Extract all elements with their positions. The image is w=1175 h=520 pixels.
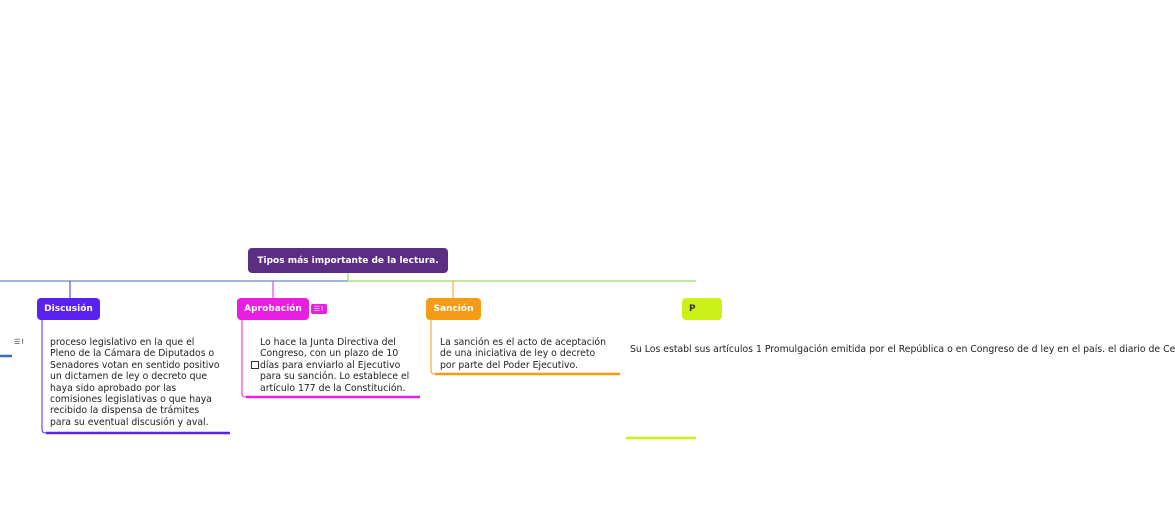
subtopic-promulgacion-text[interactable]: Su Los establ sus artículos 1 Promulgación emitida por el República o en Congreso de d ley en el país. el diario de Ce — [630, 344, 1175, 355]
central-topic[interactable]: Tipos más importante de la lectura. — [248, 248, 448, 273]
topic-aprobacion[interactable]: Aprobación — [237, 298, 309, 320]
notes-icon[interactable]: ☰! — [311, 304, 327, 314]
subtopic-sancion-text[interactable]: La sanción es el acto de aceptación de una iniciativa de ley o decreto por parte del Poder Ejecutivo. — [440, 337, 606, 371]
topic-sancion[interactable]: Sanción — [426, 298, 481, 320]
subtopic-aprobacion-text[interactable]: Lo hace la Junta Directiva del Congreso, con un plazo de 10 días para enviarlo al Ejecutivo para su sanción. Lo establece el artículo 177 de la Constitución. — [260, 337, 410, 394]
topic-discusion[interactable]: Discusión — [37, 298, 100, 320]
subtopic-discusion-text[interactable]: proceso legislativo en la que el Pleno de la Cámara de Diputados o Senadores votan en sentido positivo un dictamen de ley o decreto que haya sido aprobado por las comisiones legislativas o que haya recibido la dispensa de trámites para su eventual discusión y aval. — [50, 337, 220, 428]
checkbox-icon[interactable] — [251, 361, 259, 369]
topic-promulgacion[interactable]: P — [682, 298, 722, 320]
notes-icon-left[interactable]: ☰! — [14, 338, 25, 346]
